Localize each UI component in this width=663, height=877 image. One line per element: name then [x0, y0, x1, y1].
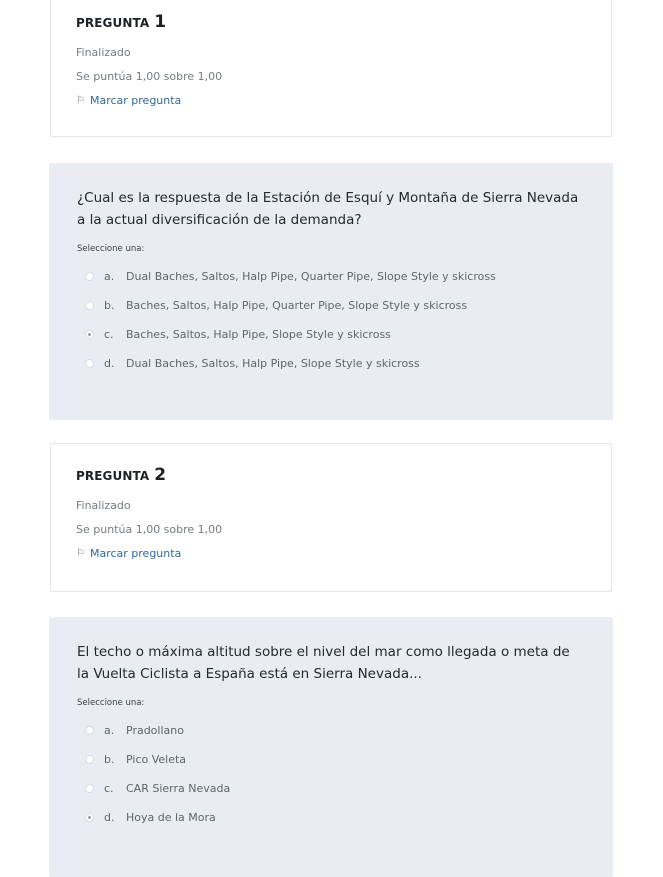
radio-button[interactable] — [85, 755, 94, 764]
question-1-info — [50, 0, 612, 137]
answer-letter: c. — [104, 782, 114, 795]
question-grade: Se puntúa 1,00 sobre 1,00 — [76, 523, 223, 536]
question-number: 1 — [154, 12, 167, 32]
answer-text: Baches, Saltos, Halp Pipe, Quarter Pipe, Slope Style y skicross — [126, 299, 468, 312]
question-number: 2 — [154, 465, 167, 485]
answer-letter: d. — [104, 811, 115, 824]
answer-list — [77, 262, 585, 378]
radio-button[interactable] — [85, 272, 94, 281]
answer-letter: b. — [104, 299, 115, 312]
question-2-heading — [76, 465, 586, 485]
question-1-heading — [76, 12, 586, 32]
question-word: PREGUNTA — [76, 16, 150, 30]
answer-text: Dual Baches, Saltos, Halp Pipe, Quarter Pipe, Slope Style y skicross — [126, 270, 496, 283]
answer-letter: a. — [104, 724, 115, 737]
answer-option-a[interactable] — [77, 262, 585, 291]
flag-question-label: Marcar pregunta — [89, 94, 182, 107]
answer-prompt: Seleccione una: — [77, 244, 145, 254]
answer-text: Hoya de la Mora — [126, 811, 216, 824]
question-text: ¿Cual es la respuesta de la Estación de Esquí y Montaña de Sierra Nevada a la actual diversificación de la demanda? — [77, 190, 579, 228]
answer-letter: a. — [104, 270, 115, 283]
answer-text: Baches, Saltos, Halp Pipe, Slope Style y skicross — [126, 328, 391, 341]
radio-button[interactable] — [85, 784, 94, 793]
question-state: Finalizado — [76, 499, 131, 512]
answer-prompt: Seleccione una: — [77, 698, 145, 708]
answer-option-d[interactable] — [77, 803, 585, 832]
radio-button[interactable] — [85, 359, 94, 368]
flag-icon: ⚐ — [76, 548, 85, 559]
answer-text: Dual Baches, Saltos, Halp Pipe, Slope Style y skicross — [126, 357, 420, 370]
question-text: El techo o máxima altitud sobre el nivel del mar como llegada o meta de la Vuelta Ciclista a España está en Sierra Nevada... — [77, 644, 570, 682]
question-grade: Se puntúa 1,00 sobre 1,00 — [76, 70, 223, 83]
answer-letter: c. — [104, 328, 114, 341]
question-2-info — [50, 443, 612, 592]
answer-text: Pico Veleta — [126, 753, 187, 766]
radio-button[interactable] — [85, 301, 94, 310]
flag-question-link[interactable] — [76, 547, 586, 560]
question-1-formulation — [49, 163, 613, 420]
flag-question-label: Marcar pregunta — [89, 547, 182, 560]
answer-text: Pradollano — [126, 724, 184, 737]
answer-option-c[interactable] — [77, 320, 585, 349]
answer-list — [77, 716, 585, 832]
question-2-formulation — [49, 617, 613, 877]
answer-option-c[interactable] — [77, 774, 585, 803]
answer-text: CAR Sierra Nevada — [126, 782, 231, 795]
answer-letter: d. — [104, 357, 115, 370]
radio-button[interactable] — [85, 726, 94, 735]
answer-option-d[interactable] — [77, 349, 585, 378]
flag-question-link[interactable] — [76, 94, 586, 107]
radio-button-selected[interactable] — [85, 813, 94, 822]
question-state: Finalizado — [76, 46, 131, 59]
answer-option-b[interactable] — [77, 291, 585, 320]
flag-icon: ⚐ — [76, 95, 85, 106]
answer-letter: b. — [104, 753, 115, 766]
answer-option-a[interactable] — [77, 716, 585, 745]
answer-option-b[interactable] — [77, 745, 585, 774]
question-word: PREGUNTA — [76, 469, 150, 483]
radio-button-selected[interactable] — [85, 330, 94, 339]
